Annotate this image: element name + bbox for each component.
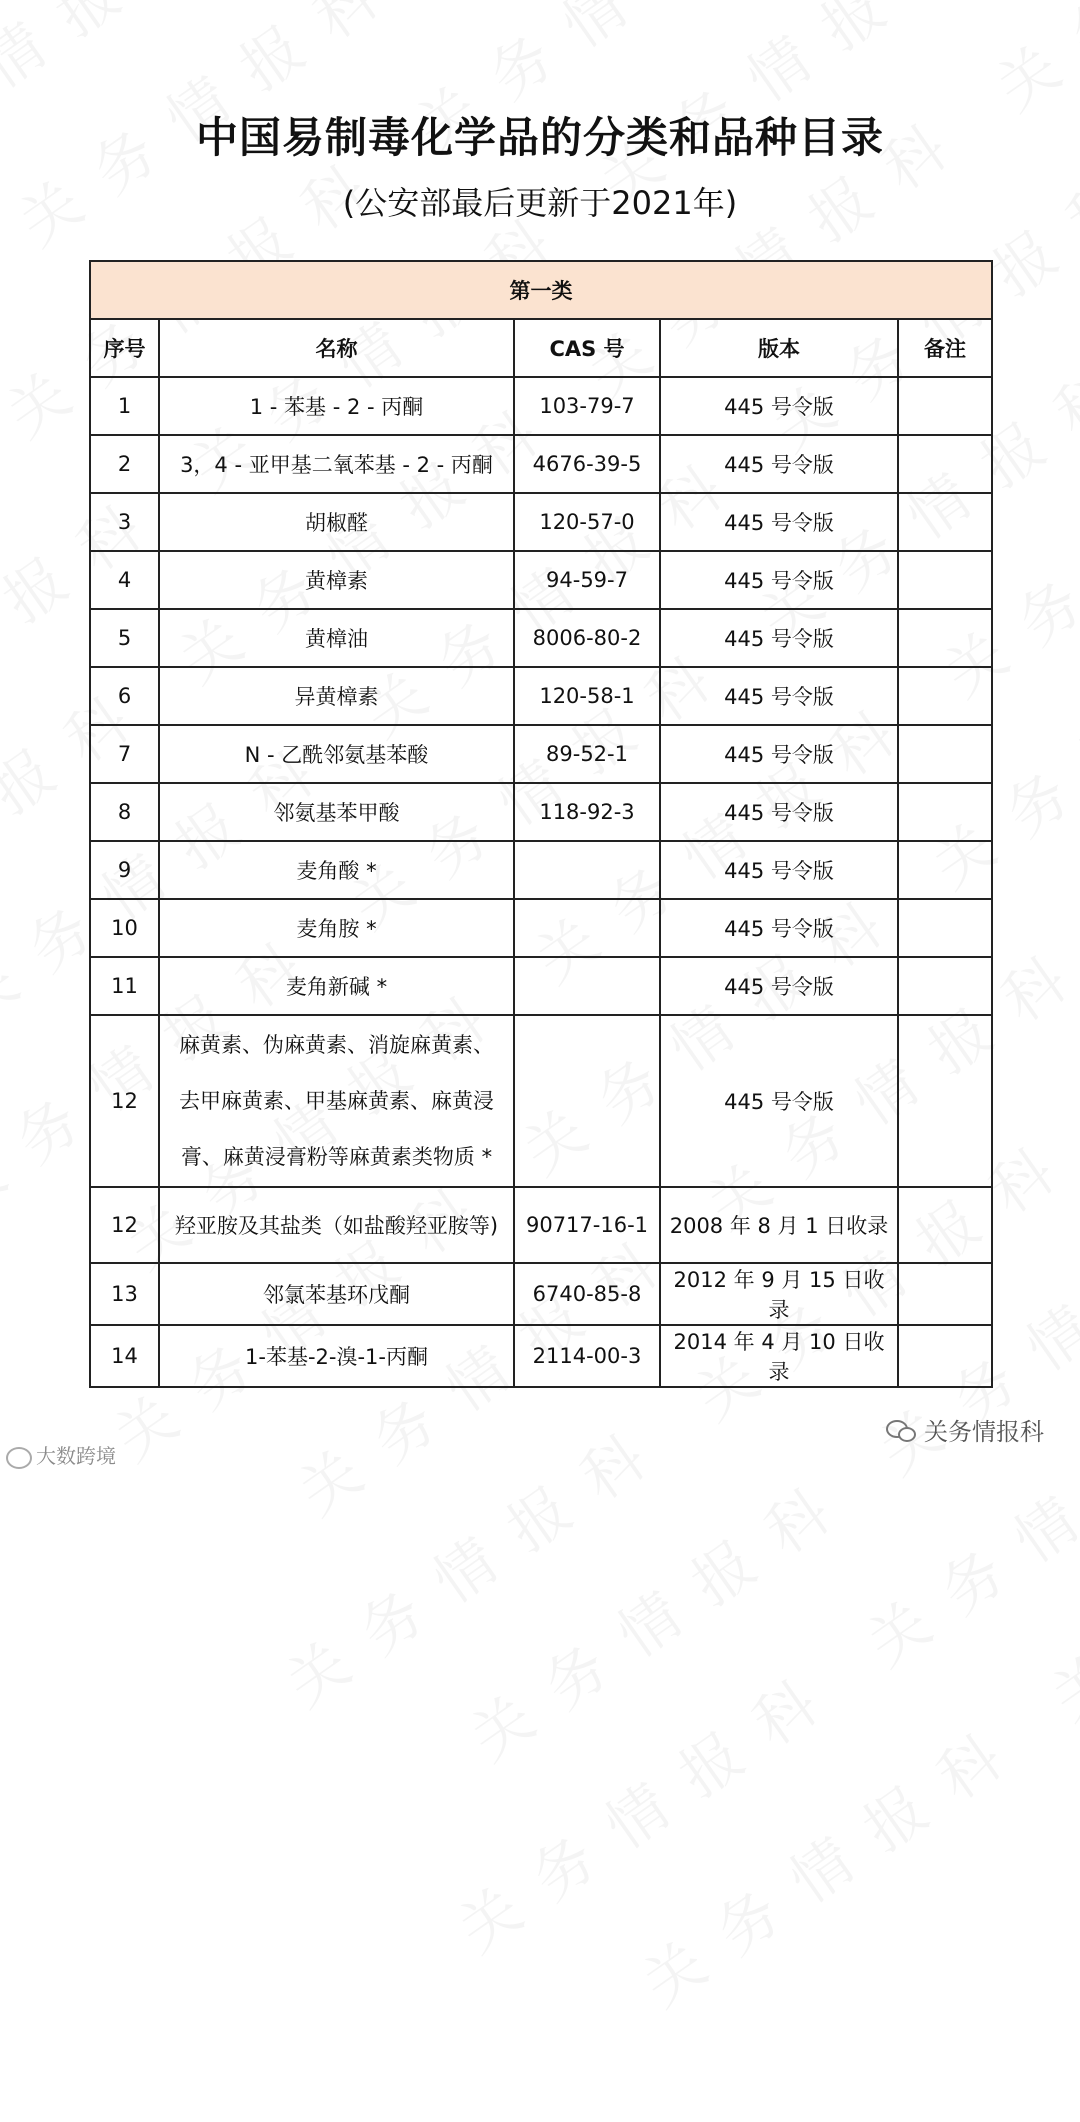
- cell-no: 3: [90, 493, 159, 551]
- cell-cas: [514, 841, 660, 899]
- cell-version: 445 号令版: [660, 435, 898, 493]
- cell-note: [898, 725, 992, 783]
- cell-no: 12: [90, 1015, 159, 1187]
- table-row: [90, 841, 992, 899]
- wechat-icon: [886, 1418, 916, 1442]
- cell-note: [898, 1325, 992, 1387]
- table-row: [90, 899, 992, 957]
- cell-note: [898, 551, 992, 609]
- cell-no: 1: [90, 377, 159, 435]
- cell-note: [898, 493, 992, 551]
- column-header-note: 备注: [898, 319, 992, 377]
- table-row: [90, 609, 992, 667]
- cell-cas: 8006-80-2: [514, 609, 660, 667]
- cell-note: [898, 1263, 992, 1325]
- cell-cas: 118-92-3: [514, 783, 660, 841]
- cell-no: 14: [90, 1325, 159, 1387]
- cell-name: [159, 1015, 514, 1187]
- cell-name: 羟亚胺及其盐类（如盐酸羟亚胺等): [159, 1187, 514, 1263]
- category-header: 第一类: [90, 261, 992, 319]
- cell-no: 10: [90, 899, 159, 957]
- cell-no: 6: [90, 667, 159, 725]
- table-row: [90, 667, 992, 725]
- footer-account: [886, 1412, 1044, 1447]
- column-header-name: 名称: [159, 319, 514, 377]
- cell-note: [898, 957, 992, 1015]
- cell-note: [898, 899, 992, 957]
- cell-note: [898, 783, 992, 841]
- cell-cas: 89-52-1: [514, 725, 660, 783]
- cell-name: N - 乙酰邻氨基苯酸: [159, 725, 514, 783]
- footer-account-label: 关务情报科: [924, 1418, 1044, 1446]
- cell-name: 异黄樟素: [159, 667, 514, 725]
- cell-version: 445 号令版: [660, 957, 898, 1015]
- cell-version: 445 号令版: [660, 377, 898, 435]
- cell-no: 5: [90, 609, 159, 667]
- cell-version: 445 号令版: [660, 493, 898, 551]
- table-row: [90, 377, 992, 435]
- cell-no: 9: [90, 841, 159, 899]
- cell-name: 黄樟油: [159, 609, 514, 667]
- table-row: [90, 1263, 992, 1325]
- cell-no: 11: [90, 957, 159, 1015]
- name-line: 去甲麻黄素、甲基麻黄素、麻黄浸: [179, 1089, 494, 1113]
- table-row: [90, 783, 992, 841]
- cell-name: 胡椒醛: [159, 493, 514, 551]
- name-line: 膏、麻黄浸膏粉等麻黄素类物质 *: [180, 1145, 493, 1169]
- cell-no: 2: [90, 435, 159, 493]
- source-logo-icon: [6, 1447, 32, 1469]
- cell-no: 4: [90, 551, 159, 609]
- cell-cas: 94-59-7: [514, 551, 660, 609]
- cell-note: [898, 841, 992, 899]
- cell-note: [898, 667, 992, 725]
- column-header-version: 版本: [660, 319, 898, 377]
- cell-name: 1 - 苯基 - 2 - 丙酮: [159, 377, 514, 435]
- cell-name: 麦角酸 *: [159, 841, 514, 899]
- cell-note: [898, 435, 992, 493]
- page-title: 中国易制毒化学品的分类和品种目录: [195, 113, 884, 162]
- cell-version: 445 号令版: [660, 899, 898, 957]
- cell-note: [898, 1187, 992, 1263]
- table-row: [90, 1187, 992, 1263]
- cell-version: 445 号令版: [660, 551, 898, 609]
- table-row: [90, 551, 992, 609]
- cell-name: 麦角胺 *: [159, 899, 514, 957]
- cell-no: 7: [90, 725, 159, 783]
- table-row: [90, 435, 992, 493]
- cell-name: 1-苯基-2-溴-1-丙酮: [159, 1325, 514, 1387]
- cell-version: 445 号令版: [660, 1015, 898, 1187]
- cell-no: 8: [90, 783, 159, 841]
- cell-cas: 2114-00-3: [514, 1325, 660, 1387]
- cell-cas: [514, 1015, 660, 1187]
- cell-version: 445 号令版: [660, 667, 898, 725]
- cell-cas: 103-79-7: [514, 377, 660, 435]
- cell-cas: 90717-16-1: [514, 1187, 660, 1263]
- cell-version: 445 号令版: [660, 609, 898, 667]
- name-line: 麻黄素、伪麻黄素、消旋麻黄素、: [179, 1033, 494, 1057]
- cell-version: 2014 年 4 月 10 日收录: [660, 1325, 898, 1387]
- cell-version: 445 号令版: [660, 725, 898, 783]
- cell-name: 邻氯苯基环戊酮: [159, 1263, 514, 1325]
- table-row: [90, 1325, 992, 1387]
- cell-version: 445 号令版: [660, 841, 898, 899]
- cell-no: 13: [90, 1263, 159, 1325]
- cell-note: [898, 1015, 992, 1187]
- column-header-cas: CAS 号: [514, 319, 660, 377]
- cell-name: 麦角新碱 *: [159, 957, 514, 1015]
- cell-cas: 4676-39-5: [514, 435, 660, 493]
- cell-cas: [514, 957, 660, 1015]
- table-row: [90, 1015, 992, 1187]
- cell-cas: [514, 899, 660, 957]
- chemical-catalog-table: [89, 260, 993, 1388]
- column-header-no: 序号: [90, 319, 159, 377]
- cell-no: 12: [90, 1187, 159, 1263]
- cell-note: [898, 609, 992, 667]
- footer-source-label: 大数跨境: [36, 1444, 116, 1468]
- cell-version: 2012 年 9 月 15 日收录: [660, 1263, 898, 1325]
- table-row: [90, 957, 992, 1015]
- cell-version: 445 号令版: [660, 783, 898, 841]
- cell-name: 黄樟素: [159, 551, 514, 609]
- cell-cas: 120-58-1: [514, 667, 660, 725]
- cell-name: 3，4 - 亚甲基二氧苯基 - 2 - 丙酮: [159, 435, 514, 493]
- page-subtitle: (公安部最后更新于2021年): [342, 184, 738, 222]
- cell-cas: 120-57-0: [514, 493, 660, 551]
- cell-name: 邻氨基苯甲酸: [159, 783, 514, 841]
- cell-cas: 6740-85-8: [514, 1263, 660, 1325]
- table-row: [90, 725, 992, 783]
- table-row: [90, 493, 992, 551]
- footer-source: [6, 1440, 116, 1469]
- cell-version: 2008 年 8 月 1 日收录: [660, 1187, 898, 1263]
- cell-note: [898, 377, 992, 435]
